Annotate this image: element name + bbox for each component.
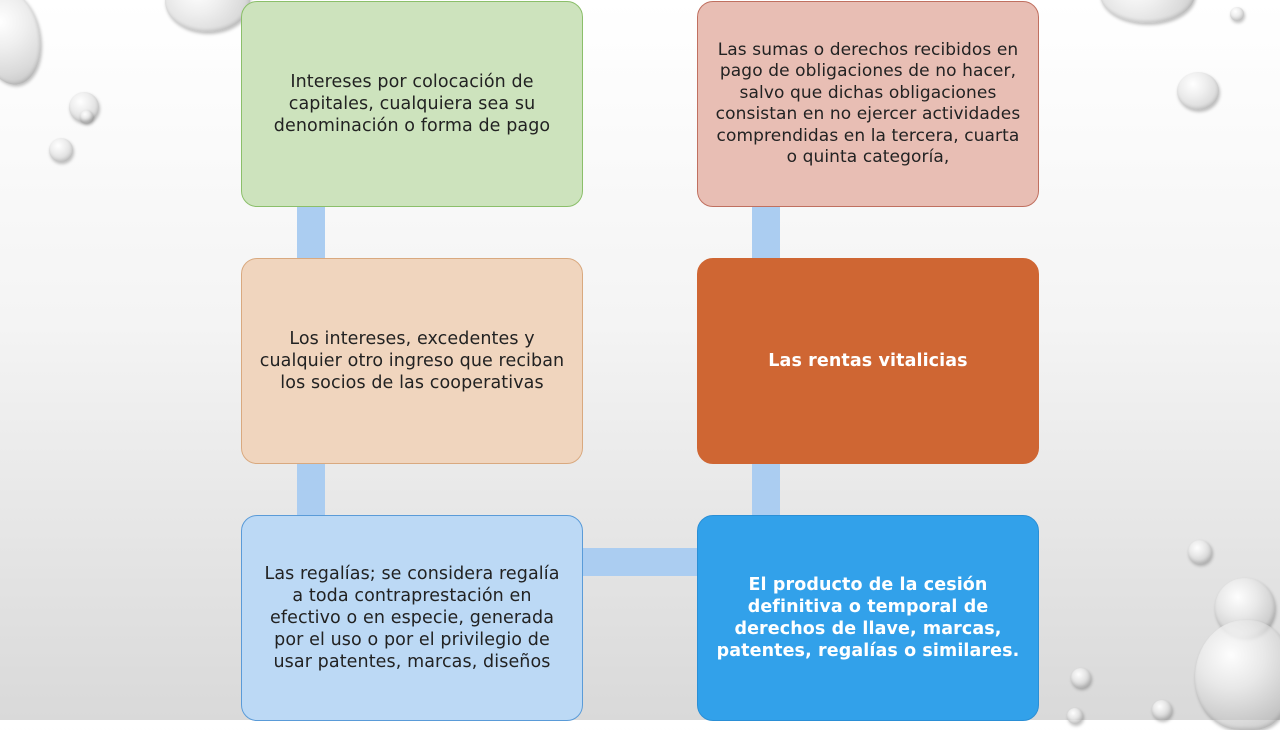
box-regalias-text: Las regalías; se considera regalía a toda contraprestación en efectivo o en especie, generada por el uso o por el privilegio de usar patentes, marcas, diseños: [264, 564, 560, 672]
water-drop-decoration: [1100, 0, 1195, 23]
connector-right-top: [752, 206, 780, 258]
water-drop-decoration: [165, 0, 250, 32]
box-producto-cesion-text: El producto de la cesión definitiva o temporal de derechos de llave, marcas, patentes, regalías o similares.: [716, 575, 1020, 661]
box-sumas-derechos-text: Las sumas o derechos recibidos en pago de obligaciones de no hacer, salvo que dichas obligaciones consistan en no ejercer actividades comprendidas en la tercera, cuarta o quinta categoría,: [715, 39, 1021, 167]
box-rentas-vitalicias: [697, 258, 1039, 464]
water-drop-decoration: [1071, 668, 1091, 688]
water-drop-decoration: [1230, 7, 1244, 21]
connector-right-bottom: [752, 463, 780, 515]
box-intereses-capitales: [241, 1, 583, 207]
water-drop-decoration: [0, 0, 48, 89]
box-intereses-cooperativas-text: Los intereses, excedentes y cualquier otro ingreso que reciban los socios de las cooperativas: [259, 329, 565, 393]
water-drop-decoration: [1177, 72, 1219, 110]
box-rentas-vitalicias-text: Las rentas vitalicias: [768, 351, 968, 371]
box-regalias: [241, 515, 583, 721]
box-intereses-cooperativas: [241, 258, 583, 464]
connector-left-bottom: [297, 463, 325, 515]
water-drop-decoration: [80, 110, 93, 123]
water-drop-decoration: [1067, 708, 1083, 724]
box-producto-cesion: [697, 515, 1039, 721]
connector-bottom-horizontal: [582, 548, 698, 576]
water-drop-decoration: [1152, 700, 1172, 720]
water-drop-decoration: [49, 138, 73, 162]
box-intereses-capitales-text: Intereses por colocación de capitales, cualquiera sea su denominación o forma de pago: [273, 72, 551, 136]
connector-left-top: [297, 206, 325, 258]
box-sumas-derechos: [697, 1, 1039, 207]
water-drop-decoration: [1188, 540, 1212, 564]
water-drop-decoration: [1195, 620, 1280, 730]
